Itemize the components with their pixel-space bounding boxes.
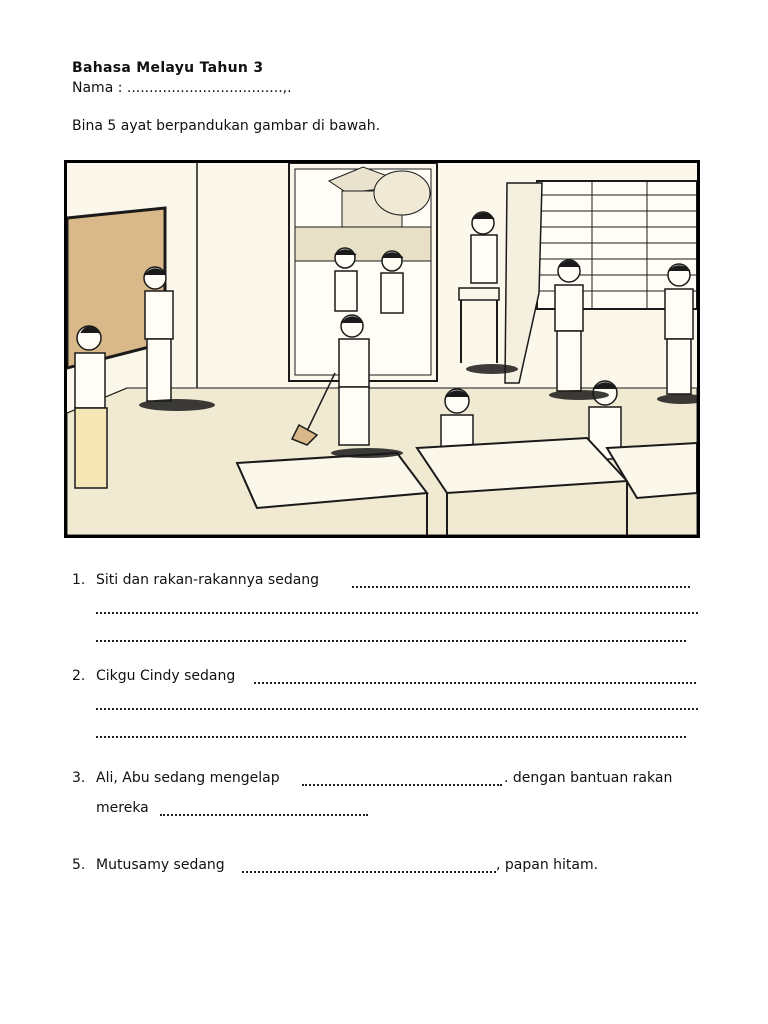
question-text: Mutusamy sedang	[96, 857, 225, 873]
question-number: 5.	[72, 857, 86, 873]
question-5	[72, 857, 225, 873]
question-number: 3.	[72, 770, 86, 786]
question-3-continuation: . dengan bantuan rakan	[504, 770, 673, 786]
question-text: Siti dan rakan-rakannya sedang	[96, 572, 320, 588]
answer-line[interactable]	[96, 708, 698, 710]
question-2	[72, 668, 235, 684]
name-field[interactable]: Nama : ...................................,.	[72, 80, 292, 96]
question-text: Ali, Abu sedang mengelap	[96, 770, 280, 786]
classroom-illustration	[64, 160, 700, 538]
instruction: Bina 5 ayat berpandukan gambar di bawah.	[72, 118, 381, 134]
answer-line[interactable]	[254, 682, 696, 684]
question-5-continuation: , papan hitam.	[496, 857, 599, 873]
answer-line[interactable]	[96, 736, 686, 738]
question-number: 2.	[72, 668, 86, 684]
classroom-drawing	[67, 163, 697, 535]
answer-line[interactable]	[160, 814, 368, 816]
question-text: Cikgu Cindy sedang	[96, 668, 236, 684]
worksheet-title: Bahasa Melayu Tahun 3	[72, 60, 264, 76]
question-number: 1.	[72, 572, 86, 588]
answer-line[interactable]	[302, 784, 502, 786]
question-1	[72, 572, 319, 588]
answer-line[interactable]	[352, 586, 690, 588]
answer-line[interactable]	[242, 871, 496, 873]
question-3	[72, 770, 280, 786]
answer-line[interactable]	[96, 612, 698, 614]
answer-line[interactable]	[96, 640, 686, 642]
question-3-line2: mereka	[96, 800, 149, 816]
